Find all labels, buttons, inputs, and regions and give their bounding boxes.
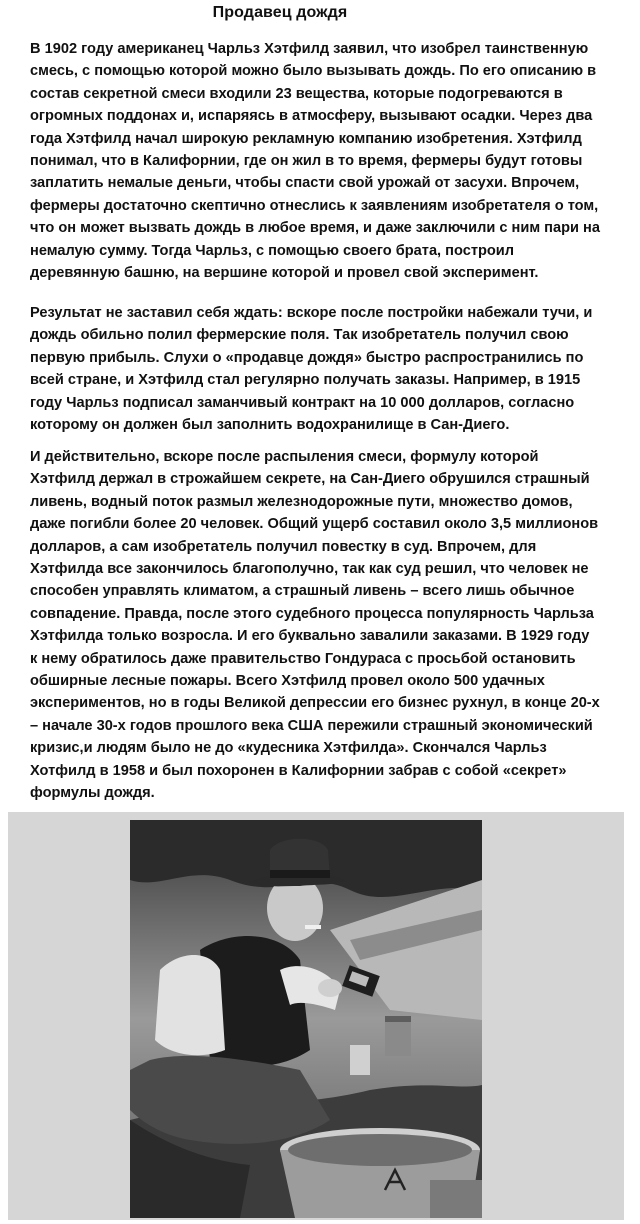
article-paragraph-2: Результат не заставил себя ждать: вскоре после постройки набежали тучи, и дождь обильно полил фермерские поля. Так изобретатель получил свою первую прибыль. Слухи о «продавце дождя» быстро распространились по всей стране, и Хэтфилд стал регулярно получать заказы. Например, в 1915 году Чарльз подписал заманчивый контракт на 10 000 долларов, согласно которому он должен был заполнить водохранилище в Сан-Диего.	[30, 305, 593, 434]
historical-photo	[130, 820, 482, 1218]
photo-frame	[8, 812, 624, 1220]
photo-illustration	[130, 820, 482, 1218]
article-paragraph-1: В 1902 году американец Чарльз Хэтфилд заявил, что изобрел таинственную смесь, с помощью которой можно было вызывать дождь. По его описанию в состав секретной смеси входили 23 вещества, которые подогреваются в огромных поддонах и, испаряясь в атмосферу, вызывают осадки. Через два года Хэтфилд начал широкую рекламную компанию изобретения. Хэтфилд понимал, что в Калифорнии, где он жил в то время, фермеры будут готовы заплатить немалые деньги, чтобы спасти свой урожай от засухи. Впрочем, фермеры достаточно скептично отнеслись к заявлениям изобретателя о том, что он может вызвать дождь в любое время, и даже заключили с ним пари на немалую сумму. Тогда Чарльз, с помощью своего брата, построил деревянную башню, на вершине которой и провел свой эксперимент.	[30, 41, 600, 282]
article-title: Продавец дождя	[212, 4, 348, 21]
article-paragraph-3: И действительно, вскоре после распыления смеси, формулу которой Хэтфилд держал в строжайшем секрете, на Сан-Диего обрушился страшный ливень, водный поток размыл железнодорожные пути, множество домов, даже погибли более 20 человек. Общий ущерб составил около 3,5 миллионов долларов, а сам изобретатель получил повестку в суд. Впрочем, для Хэтфилда все закончилось благополучно, так как суд решил, что человек не способен управлять климатом, а страшный ливень – всего лишь обычное совпадение. Правда, после этого судебного процесса популярность Чарльза Хэтфилда только возросла. И его буквально завалили заказами. В 1929 году к нему обратилось даже правительство Гондураса с просьбой остановить обширные лесные пожары. Всего Хэтфилд провел около 500 удачных экспериментов, но в годы Великой депрессии его бизнес рухнул, в конце 20-х – начале 30-х годов прошлого века США пережили страшный экономический кризис,и людям было не до «кудесника Хэтфилда». Скончался Чарльз Хотфилд в 1958 и был похоронен в Калифорнии забрав с собой «секрет» формулы дождя.	[30, 449, 600, 802]
